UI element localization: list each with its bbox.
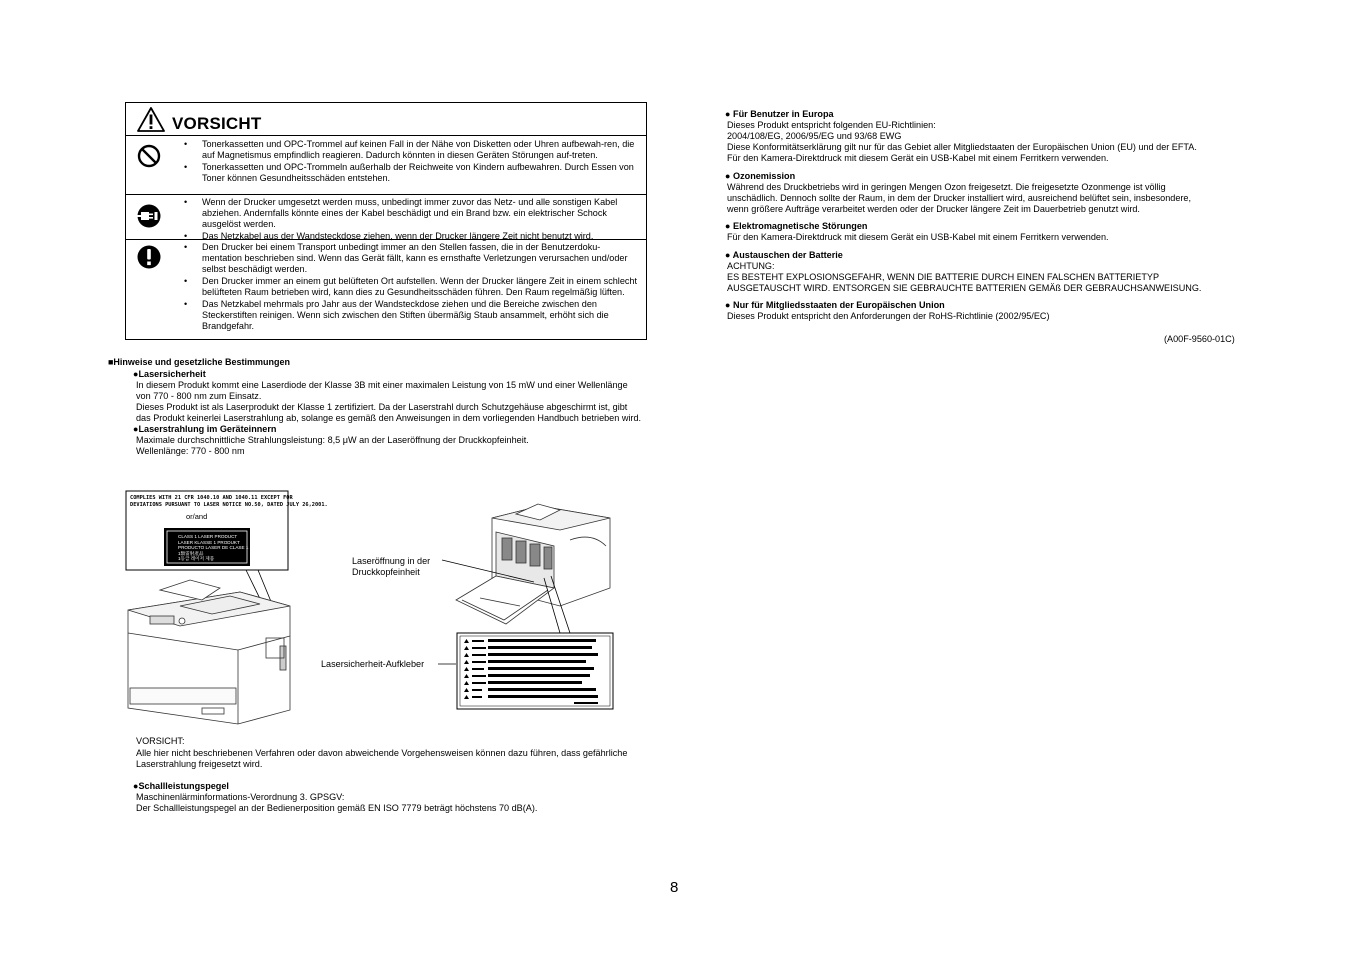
battery-heading: ● Austauschen der Batterie	[725, 250, 843, 260]
unplug-icon	[135, 202, 163, 230]
caution-box	[125, 102, 647, 340]
caution-item: • Tonerkassetten und OPC-Trommel auf keinen Fall in der Nähe von Disketten oder Uhren aufbewah-ren, die auf Magnetismus empfindlich reagieren. Dadurch könnten in diesen Geräten Störungen auf-treten.	[184, 139, 639, 161]
class-1-label-line: 1類雷射產品	[178, 550, 204, 556]
laser-safety-text: das Produkt keinerlei Laserstrahlung ab, solange es gemäß den Anweisungen in dem vorliegenden Handbuch betrieben wird.	[136, 413, 642, 423]
prohibition-icon	[135, 142, 163, 170]
emc-heading: ● Elektromagnetische Störungen	[725, 221, 868, 231]
europe-text: Diese Konformitätserklärung gilt nur für das Gebiet aller Mitgliedstaaten der Europäischen Union (EU) und der EFTA.	[727, 142, 1197, 152]
caution-list	[184, 197, 639, 243]
rohs-heading: ● Nur für Mitgliedsstaaten der Europäischen Union	[725, 300, 945, 310]
europe-text: Dieses Produkt entspricht folgenden EU-Richtlinien:	[727, 120, 936, 130]
class-1-label-line: CLASS 1 LASER PRODUCT	[178, 534, 238, 539]
mandatory-icon	[135, 243, 163, 271]
rohs-text: Dieses Produkt entspricht den Anforderungen der RoHS-Richtlinie (2002/95/EC)	[727, 311, 1050, 321]
battery-text: AUSGETAUSCHT WIRD. ENTSORGEN SIE GEBRAUCHTE BATTERIEN GEMÄß DER GEBRAUCHSANWEISUNG.	[727, 283, 1202, 293]
compliance-text: DEVIATIONS PURSUANT TO LASER NOTICE NO.50, DATED JULY 26,2001.	[130, 502, 328, 508]
printer-right-drawing	[456, 504, 610, 624]
caution-group-prohibition	[126, 136, 646, 195]
noise-text: Maschinenlärminformations-Verordnung 3. GPSGV:	[136, 792, 345, 802]
warning-text: Laserstrahlung freigesetzt wird.	[136, 759, 263, 769]
callout-aperture: Laseröffnung in der	[352, 556, 431, 566]
noise-text: Der Schallleistungspegel an der Bedienerposition gemäß EN ISO 7779 beträgt höchstens 70 dB(A).	[136, 803, 538, 813]
ozone-heading: ● Ozonemission	[725, 171, 796, 181]
callout-sticker: Lasersicherheit-Aufkleber	[321, 659, 425, 669]
class-1-label-line: PRODUCTO LASER DE CLASE 1	[178, 545, 249, 551]
caution-item: • Tonerkassetten und OPC-Trommeln außerhalb der Reichweite von Kindern aufbewahren. Durch Essen von Toner können Gesundheitsschäden entstehen.	[184, 162, 639, 184]
internal-radiation-heading: ●Laserstrahlung im Geräteinnern	[133, 424, 277, 434]
battery-text: ES BESTEHT EXPLOSIONSGEFAHR, WENN DIE BATTERIE DURCH EINEN FALSCHEN BATTERIETYP	[727, 272, 1160, 282]
emc-text: Für den Kamera-Direktdruck mit diesem Gerät ein USB-Kabel mit einem Ferritkern verwenden.	[727, 232, 1109, 242]
caution-item: • Den Drucker bei einem Transport unbedingt immer an den Stellen fassen, die in der Benutzerdoku-mentation beschrieben sind. Wenn das Gerät fällt, kann es ernsthafte Verletzungen verursachen und/oder selbst beschädigt werden.	[184, 242, 639, 275]
caution-list	[184, 139, 639, 185]
printer-left-drawing	[128, 580, 290, 724]
caution-list	[184, 242, 639, 333]
caution-group-unplug	[126, 194, 646, 240]
compliance-text: COMPLIES WITH 21 CFR 1040.10 AND 1040.11 EXCEPT FOR	[130, 495, 293, 501]
caution-item: • Das Netzkabel mehrmals pro Jahr aus der Wandsteckdose ziehen und die Bereiche zwischen den Steckerstiften reinigen. Wenn sich zwischen den Stiften übermäßig Staub ansammelt, erhöht sich die Brandgefahr.	[184, 299, 639, 332]
caution-item: • Wenn der Drucker umgesetzt werden muss, unbedingt immer zuvor das Netz- und alle sonstigen Kabel abziehen. Andernfalls könnte eines der Kabel beschädigt und ein Brand bzw. ein elektrischer Schock ausgelöst werden.	[184, 197, 639, 230]
noise-heading: ●Schallleistungspegel	[133, 781, 229, 791]
class-1-label-line: 1등급 레이저 제품	[178, 556, 215, 562]
class-1-label	[178, 534, 248, 562]
or-and-label: or/and	[186, 512, 208, 521]
laser-safety-text: In diesem Produkt kommt eine Laserdiode der Klasse 3B mit einer maximalen Leistung von 15 mW und einer Wellenlänge	[136, 380, 628, 390]
ozone-text: unschädlich. Dennoch sollte der Raum, in dem der Drucker installiert wird, ausreichend belüftet sein, insbesondere,	[727, 193, 1192, 203]
caution-item: • Das Netzkabel aus der Wandsteckdose ziehen, wenn der Drucker längere Zeit nicht benutzt wird.	[184, 231, 639, 242]
warning-triangle-icon	[136, 106, 166, 133]
ozone-text: Während des Druckbetriebs wird in geringen Mengen Ozon freigesetzt. Die freigesetzte Ozonmenge ist völlig	[727, 182, 1166, 192]
europe-text: 2004/108/EG, 2006/95/EG und 93/68 EWG	[727, 131, 902, 141]
europe-heading: ● Für Benutzer in Europa	[725, 109, 834, 119]
warning-label: VORSICHT:	[136, 736, 185, 746]
laser-safety-text: von 770 - 800 nm zum Einsatz.	[136, 391, 262, 401]
caution-item: • Den Drucker immer an einem gut belüfteten Ort aufstellen. Wenn der Drucker längere Zeit in einem schlecht belüfteten Raum betrieben wird, kann dies zu Gesundheitsschäden führen. Den Raum regelmäßig lüften.	[184, 276, 639, 298]
europe-text: Für den Kamera-Direktdruck mit diesem Gerät ein USB-Kabel mit einem Ferritkern verwenden.	[727, 153, 1109, 163]
internal-radiation-text: Wellenlänge: 770 - 800 nm	[136, 446, 245, 456]
class-1-label-line: LASER KLASSE 1 PRODUKT	[178, 539, 240, 545]
battery-text: ACHTUNG:	[727, 261, 775, 271]
caution-title: VORSICHT	[172, 114, 262, 133]
document-code: (A00F-9560-01C)	[1164, 334, 1235, 344]
caution-header	[126, 103, 646, 136]
callout-aperture: Druckkopfeinheit	[352, 567, 420, 577]
laser-safety-heading: ●Lasersicherheit	[133, 369, 206, 379]
page-number: 8	[670, 879, 679, 896]
notes-heading: ■Hinweise und gesetzliche Bestimmungen	[108, 357, 290, 367]
warning-text: Alle hier nicht beschriebenen Verfahren oder davon abweichende Vorgehensweisen können dazu führen, dass gefährliche	[136, 748, 628, 758]
laser-safety-text: Dieses Produkt ist als Laserprodukt der Klasse 1 zertifiziert. Da der Laserstrahl durch Schutzgehäuse abgeschirmt ist, gibt	[136, 402, 628, 412]
laser-label-figure	[120, 488, 620, 728]
internal-radiation-text: Maximale durchschnittliche Strahlungsleistung: 8,5 μW an der Laseröffnung der Druckkopfeinheit.	[136, 435, 529, 445]
ozone-text: wenn größere Aufträge verarbeitet werden oder der Drucker längere Zeit im Dauerbetrieb genutzt wird.	[727, 204, 1140, 214]
caution-group-mandatory	[126, 239, 646, 340]
